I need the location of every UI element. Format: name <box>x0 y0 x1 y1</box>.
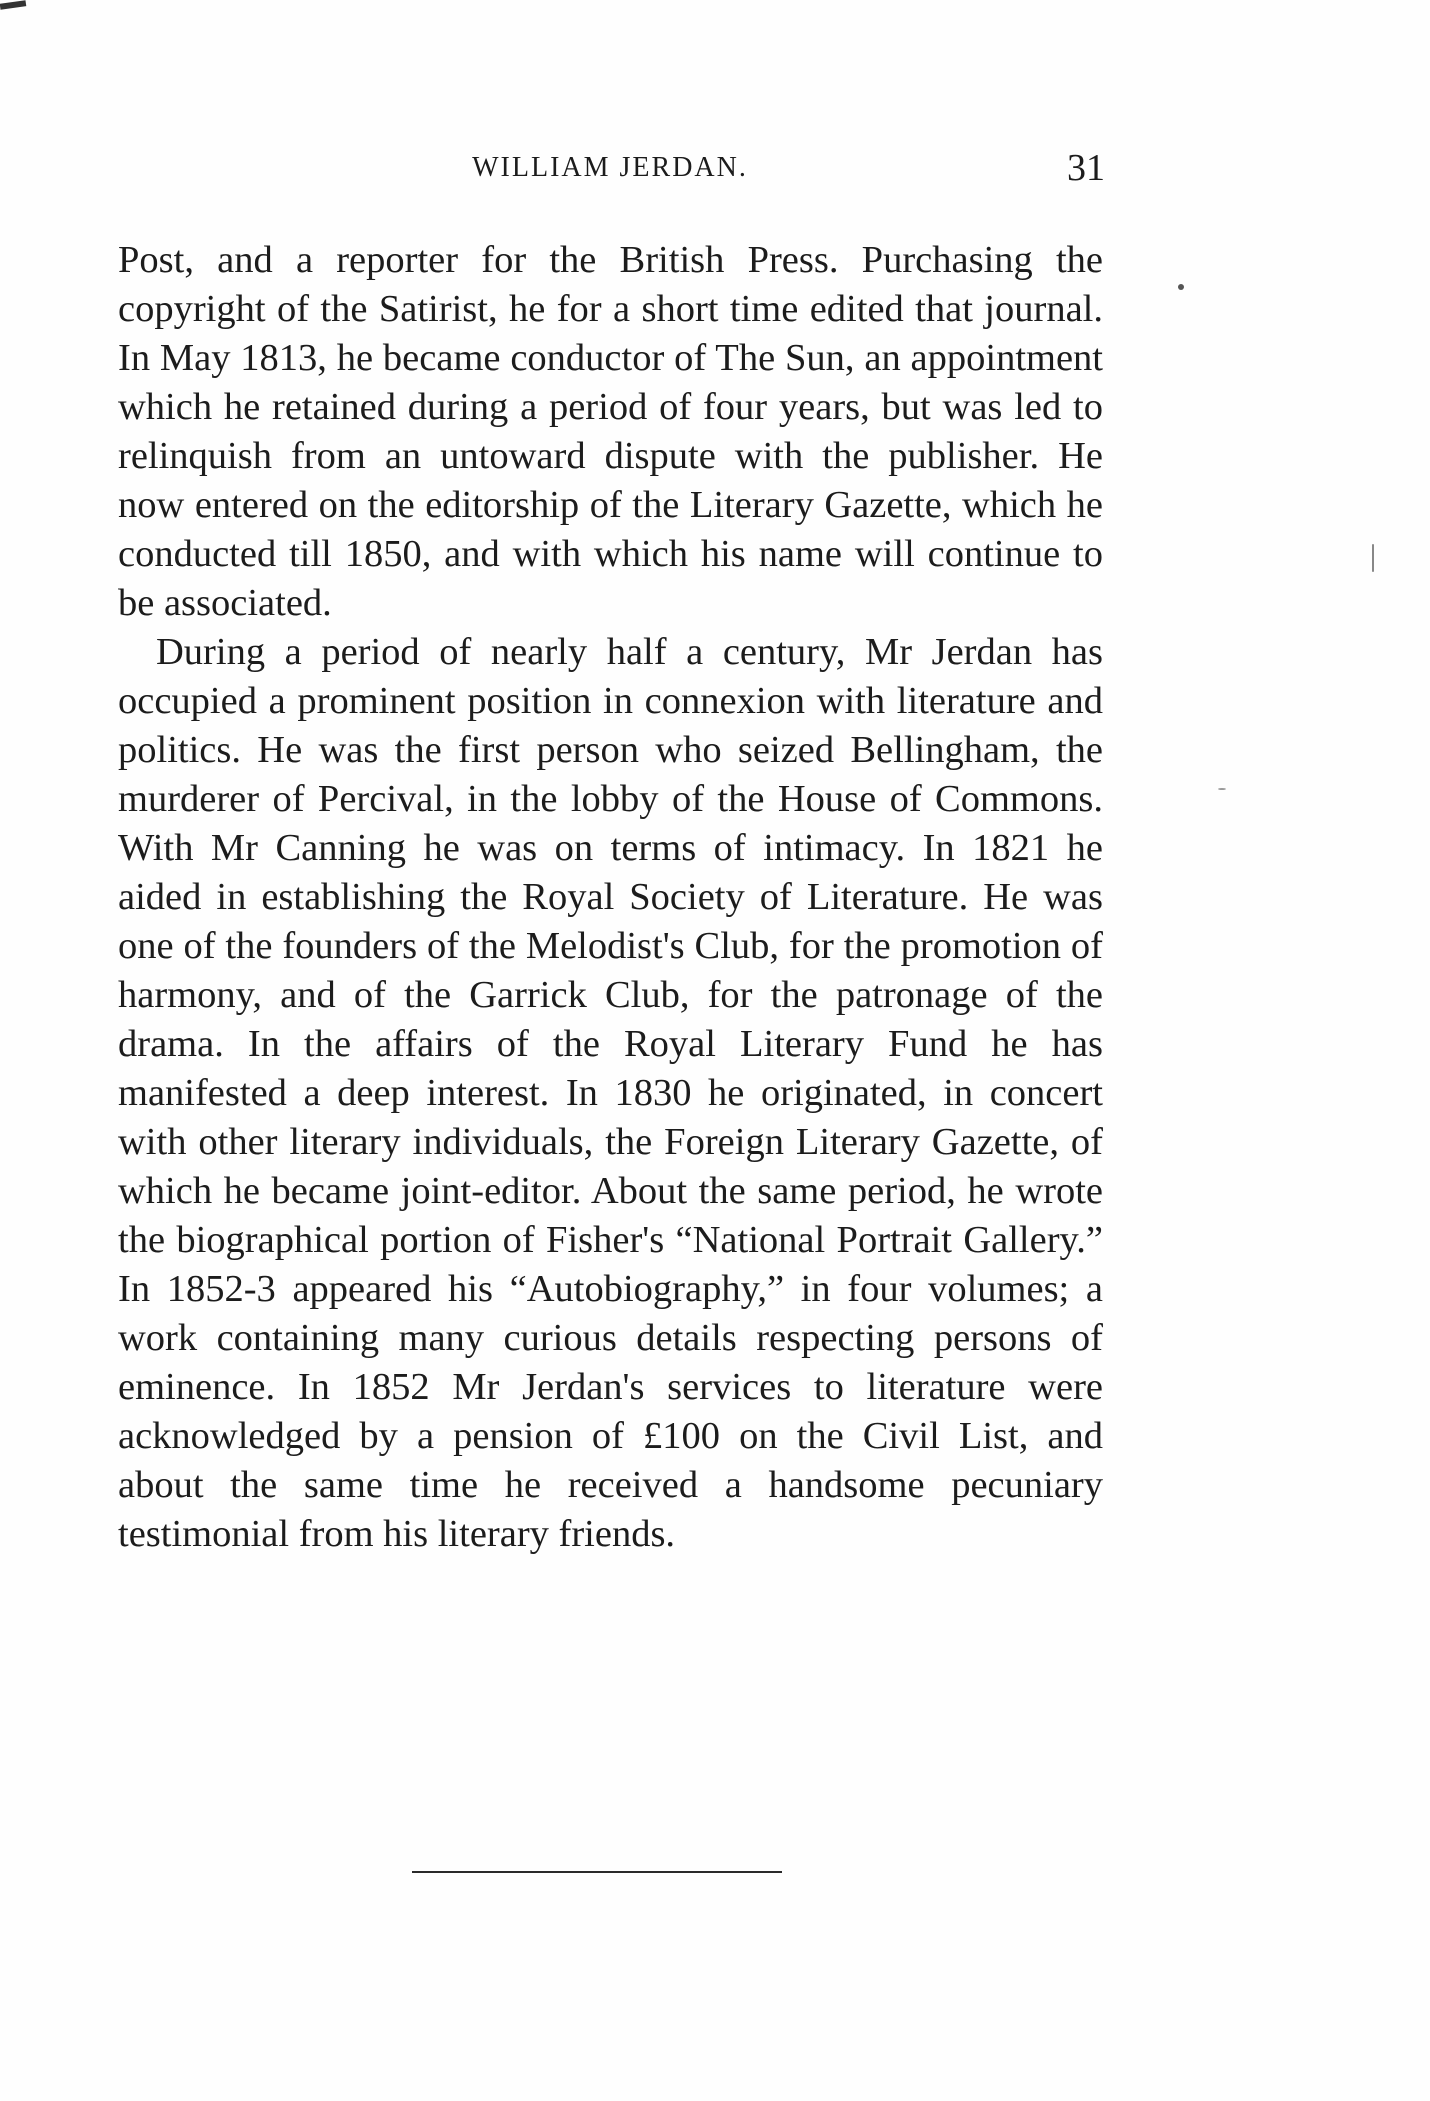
page-header <box>115 146 1105 196</box>
scan-speck <box>1372 544 1374 572</box>
paragraph-1: Post, and a reporter for the British Press. Purchasing the copyright of the Satirist, he for a short time edited that journal. In May 1813, he became conductor of The Sun, an appointment which he retained during a period of four years, but was led to relinquish from an untoward dispute with the publisher. He now entered on the editorship of the Literary Gazette, which he conducted till 1850, and with which his name will continue to be associated. <box>118 239 1103 624</box>
body-text <box>118 236 1103 1559</box>
scan-mark <box>0 0 26 10</box>
scan-speck <box>1218 788 1226 790</box>
end-rule <box>412 1871 782 1873</box>
page-number: 31 <box>1067 147 1105 189</box>
scan-speck <box>1178 284 1184 290</box>
paragraph-2: During a period of nearly half a century, Mr Jerdan has occupied a prominent position in connexion with literature and politics. He was the first person who seized Bellingham, the murderer of Percival, in the lobby of the House of Commons. With Mr Canning he was on terms of intimacy. In 1821 he aided in establishing the Royal Society of Literature. He was one of the founders of the Melodist's Club, for the promotion of harmony, and of the Garrick Club, for the patronage of the drama. In the affairs of the Royal Literary Fund he has manifested a deep interest. In 1830 he originated, in concert with other literary individuals, the Foreign Literary Gazette, of which he became joint-editor. About the same period, he wrote the biographical portion of Fisher's “National Portrait Gallery.” In 1852-3 appeared his “Autobiography,” in four volumes; a work containing many curious details respecting persons of eminence. In 1852 Mr Jerdan's services to literature were acknowledged by a pension of £100 on the Civil List, and about the same time he received a handsome pecuniary testimonial from his literary friends. <box>118 631 1103 1555</box>
running-head: WILLIAM JERDAN. <box>472 152 748 183</box>
